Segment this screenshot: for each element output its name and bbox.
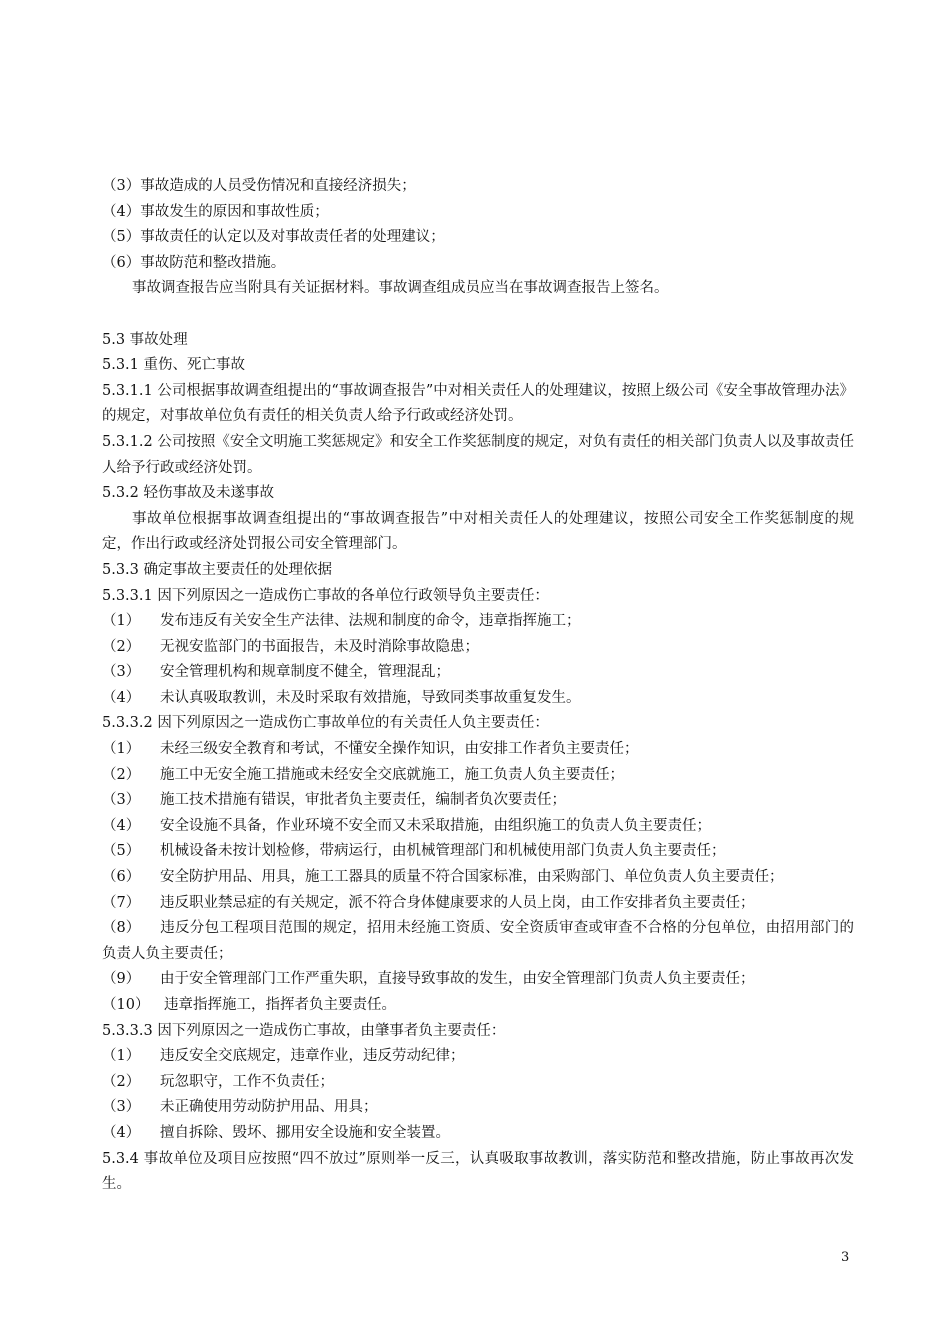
list-item-number: （3）: [102, 792, 141, 809]
list-item: [102, 737, 854, 763]
list-item: [102, 839, 854, 865]
paragraph-5-3-3-3: 5.3.3.3 因下列原因之一造成伤亡事故，由肇事者负主要责任：: [102, 1022, 506, 1039]
section-heading-5-3-1: 5.3.1 重伤、死亡事故: [102, 357, 246, 374]
list-item-text: 未经三级安全教育和考试，不懂安全操作知识，由安排工作者负主要责任；: [160, 741, 639, 758]
list-item: [102, 967, 854, 993]
paragraph-5-3-3-1: 5.3.3.1 因下列原因之一造成伤亡事故的各单位行政领导负主要责任：: [102, 587, 549, 604]
list-item-text: 违反职业禁忌症的有关规定，派不符合身体健康要求的人员上岗，由工作安排者负主要责任；: [160, 894, 755, 911]
list-item-number: （3）: [102, 1099, 141, 1116]
list-item-text: 未认真吸取教训，未及时采取有效措施，导致同类事故重复发生。: [160, 689, 581, 706]
list-item-number: （6）: [102, 869, 141, 886]
list-item-text: 未正确使用劳动防护用品、用具；: [160, 1099, 378, 1116]
list-item-number: （7）: [102, 894, 141, 911]
section-heading-5-3-3: 5.3.3 确定事故主要责任的处理依据: [102, 561, 333, 578]
list-item-number: （3）: [102, 664, 141, 681]
list-item: [102, 788, 854, 814]
intro-note: 事故调查报告应当附具有关证据材料。事故调查组成员应当在事故调查报告上签名。: [132, 280, 669, 297]
list-item-number: （4）: [102, 817, 141, 834]
list-item-number: （10）: [102, 997, 150, 1013]
list-item: [102, 1095, 854, 1121]
list-item-text: 违章指挥施工，指挥者负主要责任。: [164, 997, 396, 1013]
list-item-number: （9）: [102, 971, 141, 988]
list-item-number: （2）: [102, 638, 141, 655]
list-item-text: 玩忽职守，工作不负责任；: [160, 1073, 334, 1090]
list-item: [102, 865, 854, 891]
section-heading-5-3: 5.3 事故处理: [102, 331, 188, 348]
list-item-number: （8）: [102, 920, 141, 937]
list-item: [102, 993, 854, 1019]
list-item-text: 施工中无安全施工措施或未经安全交底就施工，施工负责人负主要责任；: [160, 766, 624, 783]
paragraph-5-3-1-1: 5.3.1.1 公司根据事故调查组提出的“事故调查报告”中对相关责任人的处理建议，按照上级公司《安全事故管理办法》的规定，对事故单位负有责任的相关负责人给予行政或经济处罚。: [102, 382, 854, 425]
page-number: 3: [841, 1250, 850, 1265]
paragraph-5-3-1-2: 5.3.1.2 公司按照《安全文明施工奖惩规定》和安全工作奖惩制度的规定，对负有责任的相关部门负责人以及事故责任人给予行政或经济处罚。: [102, 433, 854, 476]
paragraph-5-3-4: 5.3.4 事故单位及项目应按照“四不放过”原则举一反三，认真吸取事故教训，落实防范和整改措施，防止事故再次发生。: [102, 1150, 854, 1193]
document-body: [102, 174, 854, 1198]
list-item: [102, 814, 854, 840]
list-item-number: （2）: [102, 1073, 141, 1090]
list-item-text: 安全设施不具备，作业环境不安全而又未采取措施，由组织施工的负责人负主要责任；: [160, 817, 711, 834]
list-item: [102, 660, 854, 686]
list-item-text: 违反分包工程项目范围的规定，招用未经施工资质、安全资质审查或审查不合格的分包单位，由招用部门的负责人负主要责任；: [102, 920, 854, 962]
list-item-number: （1）: [102, 1048, 141, 1065]
intro-item-4: （4）事故发生的原因和事故性质；: [102, 203, 329, 220]
list-item-text: 由于安全管理部门工作严重失职，直接导致事故的发生，由安全管理部门负责人负主要责任；: [160, 971, 755, 988]
list-item: [102, 891, 854, 917]
intro-item-5: （5）事故责任的认定以及对事故责任者的处理建议；: [102, 229, 445, 246]
list-item-number: （4）: [102, 1124, 141, 1141]
spacer: [102, 302, 854, 328]
list-item-text: 机械设备未按计划检修，带病运行，由机械管理部门和机械使用部门负责人负主要责任；: [160, 843, 726, 860]
list-item: [102, 916, 854, 967]
list-item-text: 安全管理机构和规章制度不健全，管理混乱；: [160, 664, 450, 681]
list-item-number: （1）: [102, 613, 141, 630]
list-item-text: 施工技术措施有错误，审批者负主要责任，编制者负次要责任；: [160, 792, 566, 809]
list-item-text: 安全防护用品、用具，施工工器具的质量不符合国家标准，由采购部门、单位负责人负主要责任；: [160, 869, 784, 886]
intro-item-3: （3）事故造成的人员受伤情况和直接经济损失；: [102, 178, 416, 194]
list-item: [102, 1044, 854, 1070]
list-item: [102, 609, 854, 635]
paragraph-5-3-2: 事故单位根据事故调查组提出的“事故调查报告”中对相关责任人的处理建议，按照公司安全工作奖惩制度的规定，作出行政或经济处罚报公司安全管理部门。: [102, 510, 854, 553]
list-item-number: （1）: [102, 741, 141, 758]
intro-item-6: （6）事故防范和整改措施。: [102, 254, 286, 271]
list-item: [102, 686, 854, 712]
paragraph-5-3-3-2: 5.3.3.2 因下列原因之一造成伤亡事故单位的有关责任人负主要责任：: [102, 715, 549, 732]
list-item-number: （2）: [102, 766, 141, 783]
section-heading-5-3-2: 5.3.2 轻伤事故及未遂事故: [102, 485, 275, 502]
list-item: [102, 1121, 854, 1147]
list-item-number: （4）: [102, 689, 141, 706]
list-item-text: 无视安监部门的书面报告，未及时消除事故隐患；: [160, 638, 479, 655]
list-item-text: 擅自拆除、毁坏、挪用安全设施和安全装置。: [160, 1124, 450, 1141]
list-item: [102, 763, 854, 789]
list-item: [102, 1070, 854, 1096]
list-item-text: 违反安全交底规定，违章作业，违反劳动纪律；: [160, 1048, 465, 1065]
list-item-number: （5）: [102, 843, 141, 860]
list-item-text: 发布违反有关安全生产法律、法规和制度的命令，违章指挥施工；: [160, 613, 581, 630]
list-item: [102, 635, 854, 661]
